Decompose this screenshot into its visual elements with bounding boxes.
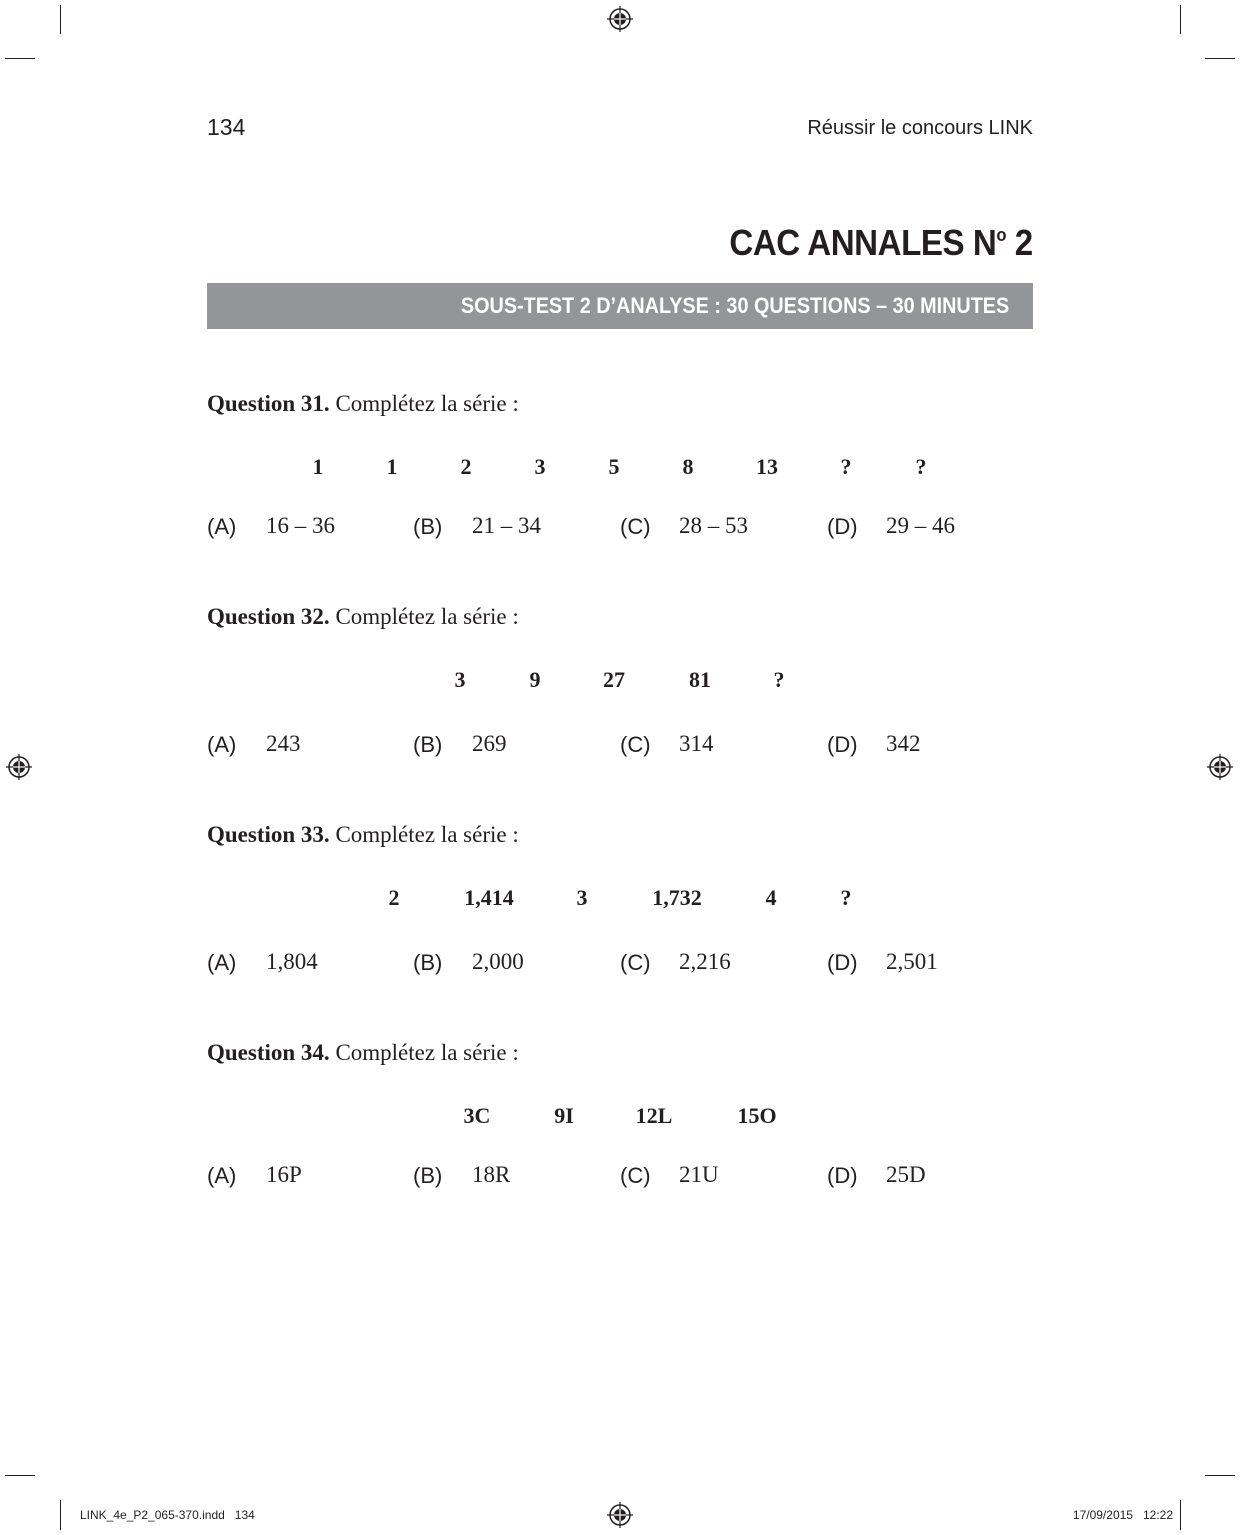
title-number: 2 — [1006, 222, 1033, 263]
option-letter-b: (B) — [413, 1163, 443, 1188]
option-value-d: 2,501 — [886, 949, 938, 974]
series-term: 3 — [534, 454, 546, 479]
series-term: 3 — [454, 667, 466, 692]
option-value-c: 28 – 53 — [679, 513, 748, 538]
crop-mark-bottom-right-horizontal — [1205, 1475, 1235, 1476]
option-value-d: 25D — [886, 1162, 926, 1187]
series-term: 2 — [460, 454, 472, 479]
option-letter-d: (D) — [827, 514, 858, 539]
option-value-c: 2,216 — [679, 949, 731, 974]
question-label: Question 33. — [207, 822, 330, 847]
option-letter-c: (C) — [620, 514, 651, 539]
series-term: 81 — [689, 667, 711, 692]
option-value-b: 269 — [472, 731, 507, 756]
series-term: 9I — [554, 1103, 574, 1128]
question-prompt: Complétez la série : — [329, 391, 519, 416]
question-34-heading — [207, 1040, 519, 1066]
section-banner-text: SOUS-TEST 2 D’ANALYSE : 30 QUESTIONS – 30 MINUTES — [460, 293, 1009, 318]
series-term: 1,414 — [464, 885, 514, 910]
series-term: 9 — [529, 667, 541, 692]
option-value-b: 18R — [472, 1162, 511, 1187]
page-number: 134 — [207, 114, 246, 140]
series-term: ? — [915, 454, 927, 479]
option-letter-c: (C) — [620, 732, 651, 757]
question-prompt: Complétez la série : — [329, 604, 519, 629]
series-term: 12L — [635, 1103, 673, 1128]
option-value-a: 1,804 — [266, 949, 318, 974]
option-value-d: 342 — [886, 731, 921, 756]
title-superscript: o — [996, 225, 1007, 245]
series-term: 1 — [312, 454, 324, 479]
option-letter-b: (B) — [413, 732, 443, 757]
series-term: 3C — [463, 1103, 491, 1128]
page-title — [730, 222, 1033, 264]
series-term: ? — [840, 454, 852, 479]
option-letter-d: (D) — [827, 950, 858, 975]
crop-mark-bottom-left-horizontal — [5, 1475, 35, 1476]
series-term: 4 — [765, 885, 777, 910]
title-text: CAC ANNALES N — [729, 222, 997, 263]
crop-mark-top-left-vertical — [60, 5, 61, 34]
question-label: Question 32. — [207, 604, 330, 629]
slug-date: 17/09/2015 12:22 — [1072, 1508, 1173, 1522]
question-label: Question 31. — [207, 391, 330, 416]
crop-mark-top-right-horizontal — [1205, 58, 1235, 59]
running-head: Réussir le concours LINK — [807, 117, 1033, 139]
registration-mark-right-icon — [1207, 754, 1233, 780]
series-term: ? — [840, 885, 852, 910]
option-value-b: 2,000 — [472, 949, 524, 974]
series-term: 1 — [386, 454, 398, 479]
question-prompt: Complétez la série : — [329, 1040, 519, 1065]
series-term: ? — [773, 667, 785, 692]
option-letter-a: (A) — [207, 514, 237, 539]
option-letter-d: (D) — [827, 1163, 858, 1188]
registration-mark-top-icon — [607, 6, 633, 32]
series-term: 2 — [388, 885, 400, 910]
registration-mark-left-icon — [6, 754, 32, 780]
crop-mark-bottom-right-vertical — [1180, 1500, 1181, 1530]
question-label: Question 34. — [207, 1040, 330, 1065]
series-term: 5 — [608, 454, 620, 479]
option-letter-b: (B) — [413, 514, 443, 539]
series-term: 8 — [682, 454, 694, 479]
option-letter-b: (B) — [413, 950, 443, 975]
question-31-heading — [207, 391, 519, 417]
option-value-c: 21U — [679, 1162, 719, 1187]
option-value-a: 16 – 36 — [266, 513, 335, 538]
option-letter-c: (C) — [620, 950, 651, 975]
slug-file-name: LINK_4e_P2_065-370.indd 134 — [80, 1508, 255, 1522]
option-value-c: 314 — [679, 731, 714, 756]
question-prompt: Complétez la série : — [329, 822, 519, 847]
registration-mark-bottom-icon — [607, 1502, 633, 1528]
series-term: 13 — [756, 454, 778, 479]
option-letter-a: (A) — [207, 732, 237, 757]
series-term: 3 — [576, 885, 588, 910]
crop-mark-top-right-vertical — [1180, 5, 1181, 34]
option-letter-a: (A) — [207, 950, 237, 975]
option-value-a: 243 — [266, 731, 301, 756]
question-33-heading — [207, 822, 519, 848]
option-letter-c: (C) — [620, 1163, 651, 1188]
option-value-a: 16P — [266, 1162, 302, 1187]
series-term: 27 — [603, 667, 625, 692]
crop-mark-top-left-horizontal — [5, 58, 35, 59]
option-letter-d: (D) — [827, 732, 858, 757]
crop-mark-bottom-left-vertical — [60, 1500, 61, 1530]
series-term: 15O — [737, 1103, 777, 1128]
option-letter-a: (A) — [207, 1163, 237, 1188]
section-banner — [207, 283, 1033, 329]
option-value-d: 29 – 46 — [886, 513, 955, 538]
option-value-b: 21 – 34 — [472, 513, 541, 538]
series-term: 1,732 — [652, 885, 702, 910]
question-32-heading — [207, 604, 519, 630]
